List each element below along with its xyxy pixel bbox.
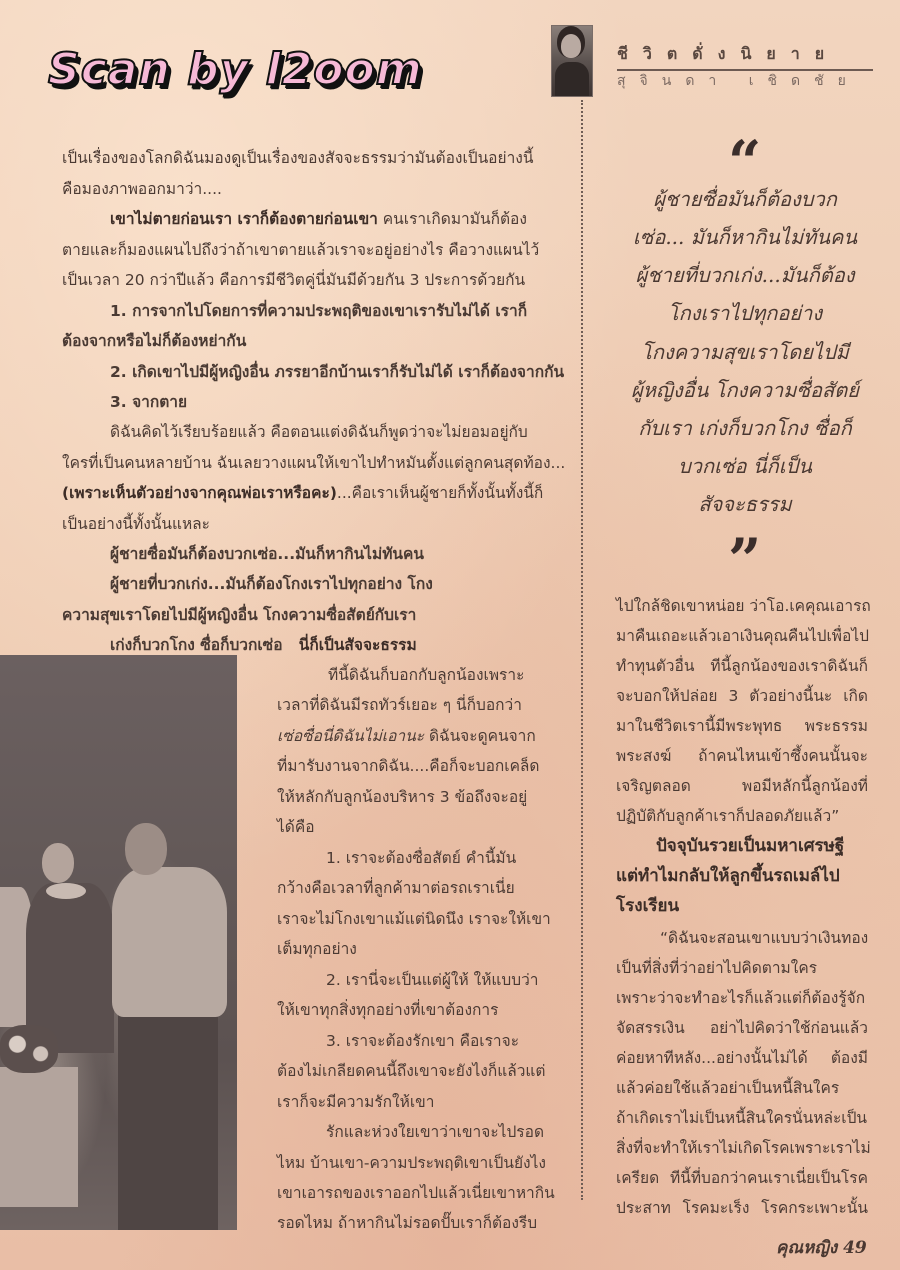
text-line: เป็นที่สิ่งที่ว่าอย่าไปคิดตามใคร	[616, 959, 818, 977]
bold-phrase: นี่ก็เป็นสัจจะธรรม	[298, 636, 417, 654]
list-item: 3. จากตาย	[110, 393, 188, 411]
portrait-body	[555, 62, 589, 96]
text-line: มาคืนเถอะแล้วเอาเงินคุณคืนไปเพื่อไป	[616, 627, 869, 645]
text-line: เป็นอย่างนี้ทั้งนั้นแหละ	[62, 515, 210, 533]
photo-collar	[46, 883, 86, 899]
text-line: ต้องไม่เกลียดคนนี้ถึงเขาจะยังไงก็แล้วแต่	[277, 1062, 546, 1080]
list-item: 1. เราจะต้องซื่อสัตย์ คำนี้มัน	[326, 849, 517, 867]
text-line: ทีนี้ดิฉันก็บอกกับลูกน้องเพราะ	[328, 666, 525, 684]
pull-quote-line: บวกเซ่อ นี่ก็เป็น	[678, 454, 812, 478]
pull-quote-line: ผู้ชายที่บวกเก่ง...มันก็ต้อง	[635, 263, 855, 287]
pull-quote-line: ผู้หญิงอื่น โกงความซื่อสัตย์	[631, 378, 859, 402]
text-line: ได้คือ	[277, 818, 315, 836]
photo-man	[112, 867, 227, 1017]
text-line: จัดสรรเงิน อย่าไปคิดว่าใช้ก่อนแล้ว	[616, 1019, 868, 1037]
magazine-name: คุณหญิง	[776, 1238, 838, 1258]
text-span: คนเราเกิดมามันก็ต้อง	[377, 210, 527, 228]
pull-quote-line: กับเรา เก่งก็บวกโกง ซื่อก็	[638, 416, 852, 440]
photo-man-legs	[118, 1015, 218, 1230]
list-item: 3. เราจะต้องรักเขา คือเราจะ	[326, 1032, 520, 1050]
text-line: เป็นเรื่องของโลกดิฉันมองดูเป็นเรื่องของสัจจะธรรมว่ามันต้องเป็นอย่างนี้	[62, 149, 534, 167]
text-line: ใครที่เป็นคนหลายบ้าน ฉันเลยวางแผนให้เขาไปทำหมันตั้งแต่ลูกคนสุดท้อง...	[62, 454, 566, 472]
list-item: 2. เรานี่จะเป็นแต่ผู้ให้ ให้แบบว่า	[326, 971, 539, 989]
pull-quote-line: โกงความสุขเราโดยไปมี	[641, 340, 849, 364]
text-line: เครียด ทีนี้ที่บอกว่าคนเราเนี่ยเป็นโรค	[616, 1169, 868, 1187]
text-line: ให้หลักกับลูกน้องบริหาร 3 ข้อถึงจะอยู่	[277, 788, 528, 806]
close-quote-icon: ”	[728, 526, 762, 594]
text-line: ไหม บ้านเขา-ความประพฤติเขาเป็นยังไง	[277, 1154, 546, 1172]
text-line: เจริญตลอด พอมีหลักนี้ลูกน้องที่	[616, 777, 868, 795]
scan-watermark: Scan by l2oom	[48, 44, 423, 95]
text-line: “ดิฉันจะสอนเขาแบบว่าเงินทอง	[660, 929, 869, 947]
text-line: เต็มทุกอย่าง	[277, 940, 357, 958]
text-line: ประสาท โรคมะเร็ง โรคกระเพาะนั้น	[616, 1199, 868, 1217]
text-line: คือมองภาพออกมาว่า....	[62, 180, 222, 198]
text-line: ถ้าเกิดเราไม่เป็นหนี้สินใครนั่นหล่ะเป็น	[616, 1109, 868, 1127]
subheading: โรงเรียน	[616, 896, 680, 916]
text-span: ดิฉันจะดูคนจาก	[424, 727, 536, 745]
text-line	[62, 483, 543, 503]
text-line: เขาเอารถของเราออกไปแล้วเนี่ยเขาหากิน	[277, 1184, 555, 1202]
text-line: ค่อยหาทีหลัง...อย่างนั้นไม่ได้ ต้องมี	[616, 1049, 868, 1067]
text-line: จะบอกให้ปล่อย 3 ตัวอย่างนี้นะ เกิด	[616, 687, 868, 705]
pull-quote-line: โกงเราไปทุกอย่าง	[667, 301, 823, 325]
text-line: สิ่งที่จะทำให้เราไม่เกิดโรคเพราะเราไม่	[616, 1139, 871, 1157]
quote-line	[110, 635, 417, 655]
text-line: ปฏิบัติกับลูกค้าเราก็ปลอดภัยแล้ว”	[616, 807, 840, 825]
list-item: 2. เกิดเขาไปมีผู้หญิงอื่น ภรรยาอีกบ้านเราก็รับไม่ได้ เราก็ต้องจากกัน	[110, 363, 565, 381]
italic-phrase: เซ่อซื่อนี่ดิฉันไม่เอานะ	[277, 727, 425, 745]
text-line: ที่มารับงานจากดิฉัน....คือก็จะบอกเคล็ด	[277, 757, 540, 775]
quote-line: ผู้ชายที่บวกเก่ง...มันก็ต้องโกงเราไปทุกอย่าง โกง	[110, 575, 433, 593]
page-number: 49	[843, 1238, 867, 1258]
photo-flowers	[0, 1025, 58, 1073]
text-line: รักและห่วงใยเขาว่าเขาจะไปรอด	[326, 1123, 545, 1141]
photo-table	[0, 1067, 78, 1207]
text-line: เราจะไม่โกงเขาแม้แต่นิดนึง เราจะให้เขา	[277, 910, 551, 928]
text-line	[110, 209, 527, 229]
pull-quote-line: ผู้ชายซื่อมันก็ต้องบวก	[653, 187, 837, 211]
pull-quote-line: สัจจะธรรม	[698, 492, 792, 516]
photo-woman-head	[42, 843, 74, 883]
list-item: 1. การจากไปโดยการที่ความประพฤติของเขาเรารับไม่ได้ เราก็	[110, 302, 528, 320]
quote-line: ผู้ชายซื่อมันก็ต้องบวกเซ่อ...มันก็หากินไม่ทันคน	[110, 545, 424, 563]
text-line: ทำทุนตัวอื่น ทีนี้ลูกน้องของเราดิฉันก็	[616, 657, 868, 675]
text-line: เราก็จะมีความรักให้เขา	[277, 1093, 435, 1111]
text-line: แล้วค่อยใช้แล้วอย่าเป็นหนี้สินใคร	[616, 1079, 840, 1097]
text-line: ไปใกล้ชิดเขาหน่อย ว่าโอ.เคคุณเอารถ	[616, 597, 871, 615]
article-photo	[0, 655, 237, 1230]
text-line: รอดไหม ถ้าหากินไม่รอดปั๊บเราก็ต้องรีบ	[277, 1214, 538, 1232]
text-line: ตายและก็มองแผนไปถึงว่าถ้าเขาตายแล้วเราจะอยู่อย่างไร คือวางแผนไว้	[62, 241, 540, 259]
text-line: ดิฉันคิดไว้เรียบร้อยแล้ว คือตอนแต่งดิฉันก็พูดว่าจะไม่ยอมอยู่กับ	[110, 423, 528, 441]
text-line: มาในชีวิตเรานี้มีพระพุทธ พระธรรม	[616, 717, 868, 735]
bold-phrase: เขาไม่ตายก่อนเรา เราก็ต้องตายก่อนเขา	[110, 210, 378, 228]
subheading: ปัจจุบันรวยเป็นมหาเศรษฐี	[656, 836, 845, 856]
photo-man-head	[125, 823, 167, 875]
bold-question: (เพราะเห็นตัวอย่างจากคุณพ่อเราหรือคะ)	[62, 484, 337, 502]
author-portrait	[551, 25, 593, 97]
text-span: ...คือเราเห็นผู้ชายก็ทั้งนั้นทั้งนี้ก็	[336, 484, 544, 502]
column-divider	[581, 100, 583, 1200]
open-quote-icon: “	[728, 128, 762, 196]
list-item: ต้องจากหรือไม่ก็ต้องหย่ากัน	[62, 332, 247, 350]
text-line: เวลาที่ดิฉันมีรถทัวร์เยอะ ๆ นี่ก็บอกว่า	[277, 696, 522, 714]
text-line: กว้างคือเวลาที่ลูกค้ามาต่อรถเราเนี่ย	[277, 879, 515, 897]
text-line: เป็นเวลา 20 กว่าปีแล้ว คือการมีชีวิตคู่นี่มันมีด้วยกัน 3 ประการด้วยกัน	[62, 271, 526, 289]
text-line: พระสงฆ์ ถ้าคนไหนเข้าซึ้งคนนั้นจะ	[616, 747, 868, 765]
text-line: ให้เขาทุกสิ่งทุกอย่างที่เขาต้องการ	[277, 1001, 499, 1019]
text-line: เพราะว่าจะทำอะไรก็แล้วแต่ก็ต้องรู้จัก	[616, 989, 866, 1007]
text-line	[277, 726, 536, 746]
quote-line: ความสุขเราโดยไปมีผู้หญิงอื่น โกงความซื่อสัตย์กับเรา	[62, 606, 417, 624]
pull-quote-line: เซ่อ... มันก็หากินไม่ทันคน	[632, 225, 858, 249]
portrait-face	[561, 34, 581, 58]
text-span: เก่งก็บวกโกง ซื่อก็บวกเซ่อ	[110, 636, 283, 654]
subheading: แต่ทำไมกลับให้ลูกขึ้นรถเมล์ไป	[616, 866, 840, 886]
column-title: ชีวิตดั่งนิยาย	[617, 42, 873, 71]
page-footer	[776, 1234, 867, 1261]
column-author: สุจินดา เชิดชัย	[617, 73, 860, 89]
